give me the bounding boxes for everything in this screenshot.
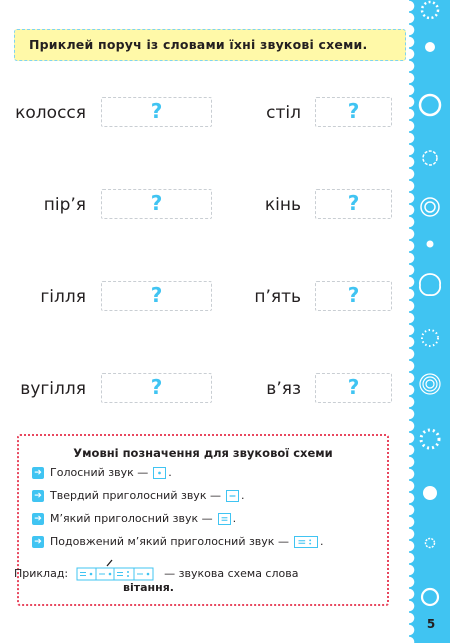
ring-icon — [417, 92, 443, 118]
arrow-right-icon: ➔ — [32, 490, 44, 502]
blob-outline-icon — [416, 271, 444, 299]
small-flower-icon — [423, 536, 437, 550]
legend-item-long-soft-consonant: ➔ Подовжений м’який приголосний звук — . — [32, 535, 323, 548]
hard-consonant-symbol-icon — [226, 490, 239, 502]
arrow-right-icon: ➔ — [32, 513, 44, 525]
example-word: вітання. — [123, 581, 174, 594]
word-left-1: колосся — [15, 103, 86, 123]
word-right-1: стіл — [266, 103, 301, 123]
dotted-circle-icon — [419, 0, 441, 21]
question-mark: ? — [347, 99, 360, 123]
word-left-3: гілля — [40, 287, 86, 307]
instruction-banner — [14, 29, 406, 61]
arrow-right-icon: ➔ — [32, 536, 44, 548]
word-right-4: в’яз — [266, 379, 301, 399]
example-label: Приклад: — [14, 566, 69, 580]
large-ring-icon — [419, 586, 441, 608]
question-mark: ? — [150, 99, 163, 123]
small-dot-icon — [425, 239, 435, 249]
sound-scheme-slot[interactable] — [101, 373, 212, 403]
question-mark: ? — [347, 191, 360, 215]
legend-item-label: Твердий приголосний звук — — [50, 489, 221, 502]
legend-item-hard-consonant: ➔ Твердий приголосний звук — . — [32, 489, 244, 502]
sound-scheme-slot[interactable] — [315, 281, 392, 311]
page-number: 5 — [426, 617, 436, 631]
instruction-text: Приклей поруч із словами їхні звукові схеми. — [29, 37, 368, 52]
question-mark: ? — [150, 283, 163, 307]
legend-item-label: М’який приголосний звук — — [50, 512, 213, 525]
word-right-2: кінь — [264, 195, 301, 215]
dot-icon — [424, 41, 436, 53]
sound-scheme-slot[interactable] — [101, 189, 212, 219]
sound-scheme-slot[interactable] — [101, 281, 212, 311]
sound-scheme-slot[interactable] — [315, 97, 392, 127]
question-mark: ? — [347, 375, 360, 399]
concentric-rings-icon — [417, 371, 443, 397]
legend-item-vowel: ➔ Голосний звук — . — [32, 466, 172, 479]
double-ring-icon — [418, 195, 442, 219]
legend-item-soft-consonant: ➔ М’який приголосний звук — . — [32, 512, 236, 525]
sound-scheme-slot[interactable] — [101, 97, 212, 127]
question-mark: ? — [150, 375, 163, 399]
legend-title: Умовні позначення для звукової схеми — [73, 446, 333, 460]
arrow-right-icon: ➔ — [32, 467, 44, 479]
soft-consonant-symbol-icon — [218, 513, 231, 525]
dotted-ring-icon — [419, 327, 441, 349]
legend-item-label: Подовжений м’який приголосний звук — — [50, 535, 289, 548]
question-mark: ? — [150, 191, 163, 215]
flower-outline-icon — [419, 147, 441, 169]
vowel-symbol-icon — [153, 467, 166, 479]
long-soft-consonant-symbol-icon — [294, 536, 318, 548]
word-left-4: вугілля — [20, 379, 86, 399]
legend-item-label: Голосний звук — — [50, 466, 149, 479]
word-left-2: пір’я — [43, 195, 86, 215]
word-right-3: п’ять — [254, 287, 301, 307]
sound-scheme-slot[interactable] — [315, 373, 392, 403]
dotted-burst-icon — [418, 427, 442, 451]
question-mark: ? — [347, 283, 360, 307]
sound-scheme-slot[interactable] — [315, 189, 392, 219]
filled-circle-icon — [422, 485, 438, 501]
example-text: — звукова схема слова — [164, 566, 299, 580]
